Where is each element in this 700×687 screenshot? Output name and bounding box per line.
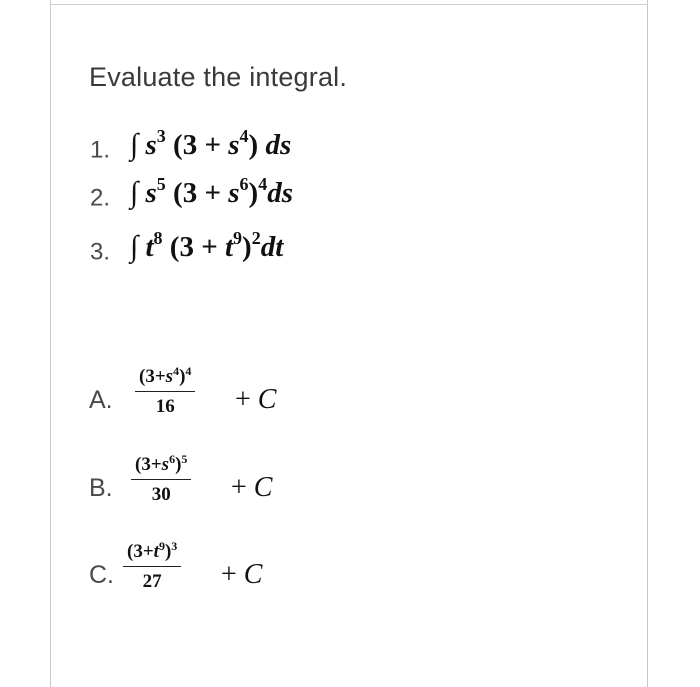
problem-number: 2. — [90, 184, 111, 212]
plus-constant: + C — [221, 559, 263, 590]
fraction — [123, 541, 181, 593]
plus-constant: + C — [231, 472, 273, 503]
fraction-denominator: 16 — [155, 396, 175, 417]
choice-letter: A. — [89, 386, 113, 414]
problem-item — [90, 176, 293, 212]
card-divider — [50, 4, 648, 5]
fraction — [135, 366, 195, 418]
problem-number: 1. — [90, 136, 111, 164]
question-prompt: Evaluate the integral. — [89, 62, 348, 92]
choice-letter: C. — [89, 561, 114, 589]
problem-item — [90, 128, 291, 164]
choice-letter: B. — [89, 474, 113, 502]
plus-constant: + C — [235, 384, 277, 415]
fraction-denominator: 30 — [151, 484, 171, 505]
problem-expression: ∫ $s^3$ $(3 + s^4)$ ds — [130, 126, 292, 161]
fraction-denominator: 27 — [142, 571, 162, 592]
problem-expression: ∫ $t^8$ $(3 + t^9)^2dt$ — [130, 228, 284, 263]
problem-number: 3. — [90, 238, 111, 266]
fraction-numerator: $(3+s^4)^4$ — [135, 366, 195, 392]
fraction — [131, 454, 191, 506]
fraction-numerator: $(3+s^6)^5$ — [131, 454, 191, 480]
problem-item — [90, 230, 283, 266]
fraction-numerator: $(3+t^9)^3$ — [123, 541, 181, 567]
problem-expression: ∫ $s^5$ $(3 + s^6)^4ds$ — [130, 174, 293, 209]
